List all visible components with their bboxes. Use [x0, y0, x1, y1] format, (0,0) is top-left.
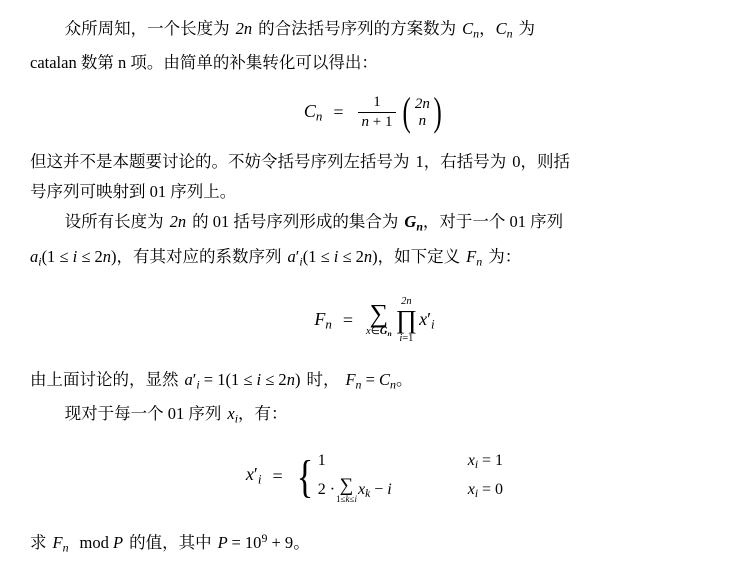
p2-val-left: 1 — [415, 152, 424, 172]
product-upper-limit: 2n — [401, 295, 412, 307]
p4-math-cond: $a'_i = 1(1 \le i \le 2n)$ — [184, 369, 301, 392]
equation-fn — [0, 296, 749, 345]
eq1-binomial — [400, 89, 444, 135]
p1-text-c: 为 — [518, 19, 536, 38]
p2-text-c: ，则括 — [520, 152, 570, 172]
paragraph-4 — [30, 365, 715, 399]
paragraph-2 — [30, 147, 715, 207]
p1-text-a: 众所周知，一个长度为 — [64, 19, 230, 38]
right-paren: ) — [433, 89, 442, 135]
eq1-fraction — [358, 94, 397, 131]
p6-text-a: 求 — [30, 533, 47, 553]
p5-math-var: $x_i$ — [227, 404, 239, 426]
eq1-lhs: $C_n$ — [303, 101, 323, 124]
p6-text-c: 。 — [293, 533, 310, 553]
eq1-frac-numerator: 1 — [373, 94, 381, 111]
paragraph-3 — [30, 207, 715, 276]
p4-text-a: 由上面讨论的，显然 — [30, 369, 179, 389]
eq1-binom-bottom: n — [418, 112, 427, 129]
p1-text-line2: catalan 数第 n 项。由简单的补集转化可以得出： — [30, 53, 378, 73]
p3-text-b: 的 01 括号序列形成的集合为 — [192, 212, 399, 232]
eq2-lhs: $F_n$ — [314, 308, 332, 332]
p1-math-2n: 2n — [235, 19, 253, 38]
eq1-binom-top: 2n — [414, 95, 430, 112]
p1-math-cn-2: $C_n$ — [495, 19, 513, 41]
p3-math-len: 2n — [169, 212, 187, 232]
p3-text-c: ，对于一个 01 序列 — [422, 212, 564, 232]
eq3-cases — [294, 447, 503, 505]
sum-symbol: ∑ — [369, 298, 389, 328]
p3-text-d: ，有其对应的系数序列 — [116, 246, 282, 266]
p4-text-b: 时， — [306, 369, 340, 389]
case2-condition: $x_i = 0$ — [467, 481, 504, 501]
p4-math-concl: $F_n = C_n$ — [345, 369, 396, 392]
p3-math-coef: $a'_i(1 \le i \le 2n)$ — [287, 246, 378, 268]
eq1-frac-denominator: n + 1 — [358, 112, 397, 131]
p2-text-a: 但这并不是本题要讨论的。不妨令括号序列左括号为 — [30, 152, 410, 172]
p3-math-seq: $a_i(1 \le i \le 2n)$ — [30, 246, 117, 268]
eq2-summation — [366, 298, 392, 339]
cases-row-2 — [318, 476, 503, 505]
p3-text-a: 设所有长度为 — [64, 212, 164, 232]
left-brace: { — [296, 450, 313, 502]
sum-lower-limit: $x\in G_n$ — [366, 326, 392, 339]
p2-val-right: 0 — [512, 152, 521, 172]
eq3-lhs: $x'_i$ — [245, 464, 262, 487]
cases-row-1 — [318, 447, 503, 476]
p1-text-b: 的合法括号序列的方案数为 — [258, 19, 457, 38]
p3-math-fn: $F_n$ — [466, 246, 483, 268]
equation-catalan — [0, 89, 749, 135]
p3-math-set: $G_n$ — [404, 212, 423, 234]
paragraph-6 — [30, 523, 715, 562]
case1-value: 1 — [317, 452, 326, 470]
p3-text-f: 为： — [488, 246, 522, 266]
p2-text-line2: 号序列可映射到 01 序列上。 — [30, 182, 237, 202]
eq1-equals: = — [333, 102, 344, 123]
product-lower-limit: i=1 — [399, 332, 414, 344]
p6-text-b: 的值，其中 — [129, 533, 212, 553]
p5-text-a: 现对于每一个 01 序列 — [64, 404, 222, 424]
left-paren: ( — [403, 89, 412, 135]
eq2-product — [396, 296, 417, 345]
case1-condition: $x_i = 1$ — [467, 452, 504, 472]
document-page — [0, 14, 749, 555]
p5-text-b: ，有： — [238, 404, 288, 424]
p2-text-b: ，右括号为 — [423, 152, 507, 172]
equation-cases — [0, 447, 749, 505]
product-symbol: ∏ — [395, 305, 418, 334]
p6-math-expr: $F_n$ mod P — [52, 533, 124, 555]
p4-text-c: 。 — [395, 369, 413, 389]
p1-comma: ， — [479, 19, 496, 38]
eq3-equals: = — [272, 465, 283, 486]
p6-math-cond: $P = 10^9 + 9$ — [217, 530, 294, 553]
case2-value: 2 · ∑ 1≤k≤i $x_k - i$ — [317, 475, 392, 505]
paragraph-5 — [30, 399, 715, 433]
p1-math-cn-1: $C_n$ — [462, 19, 480, 41]
eq2-equals: = — [342, 309, 354, 330]
eq2-term: $x'_i$ — [419, 308, 435, 332]
p3-text-e: ，如下定义 — [377, 246, 461, 266]
paragraph-1 — [30, 14, 715, 78]
